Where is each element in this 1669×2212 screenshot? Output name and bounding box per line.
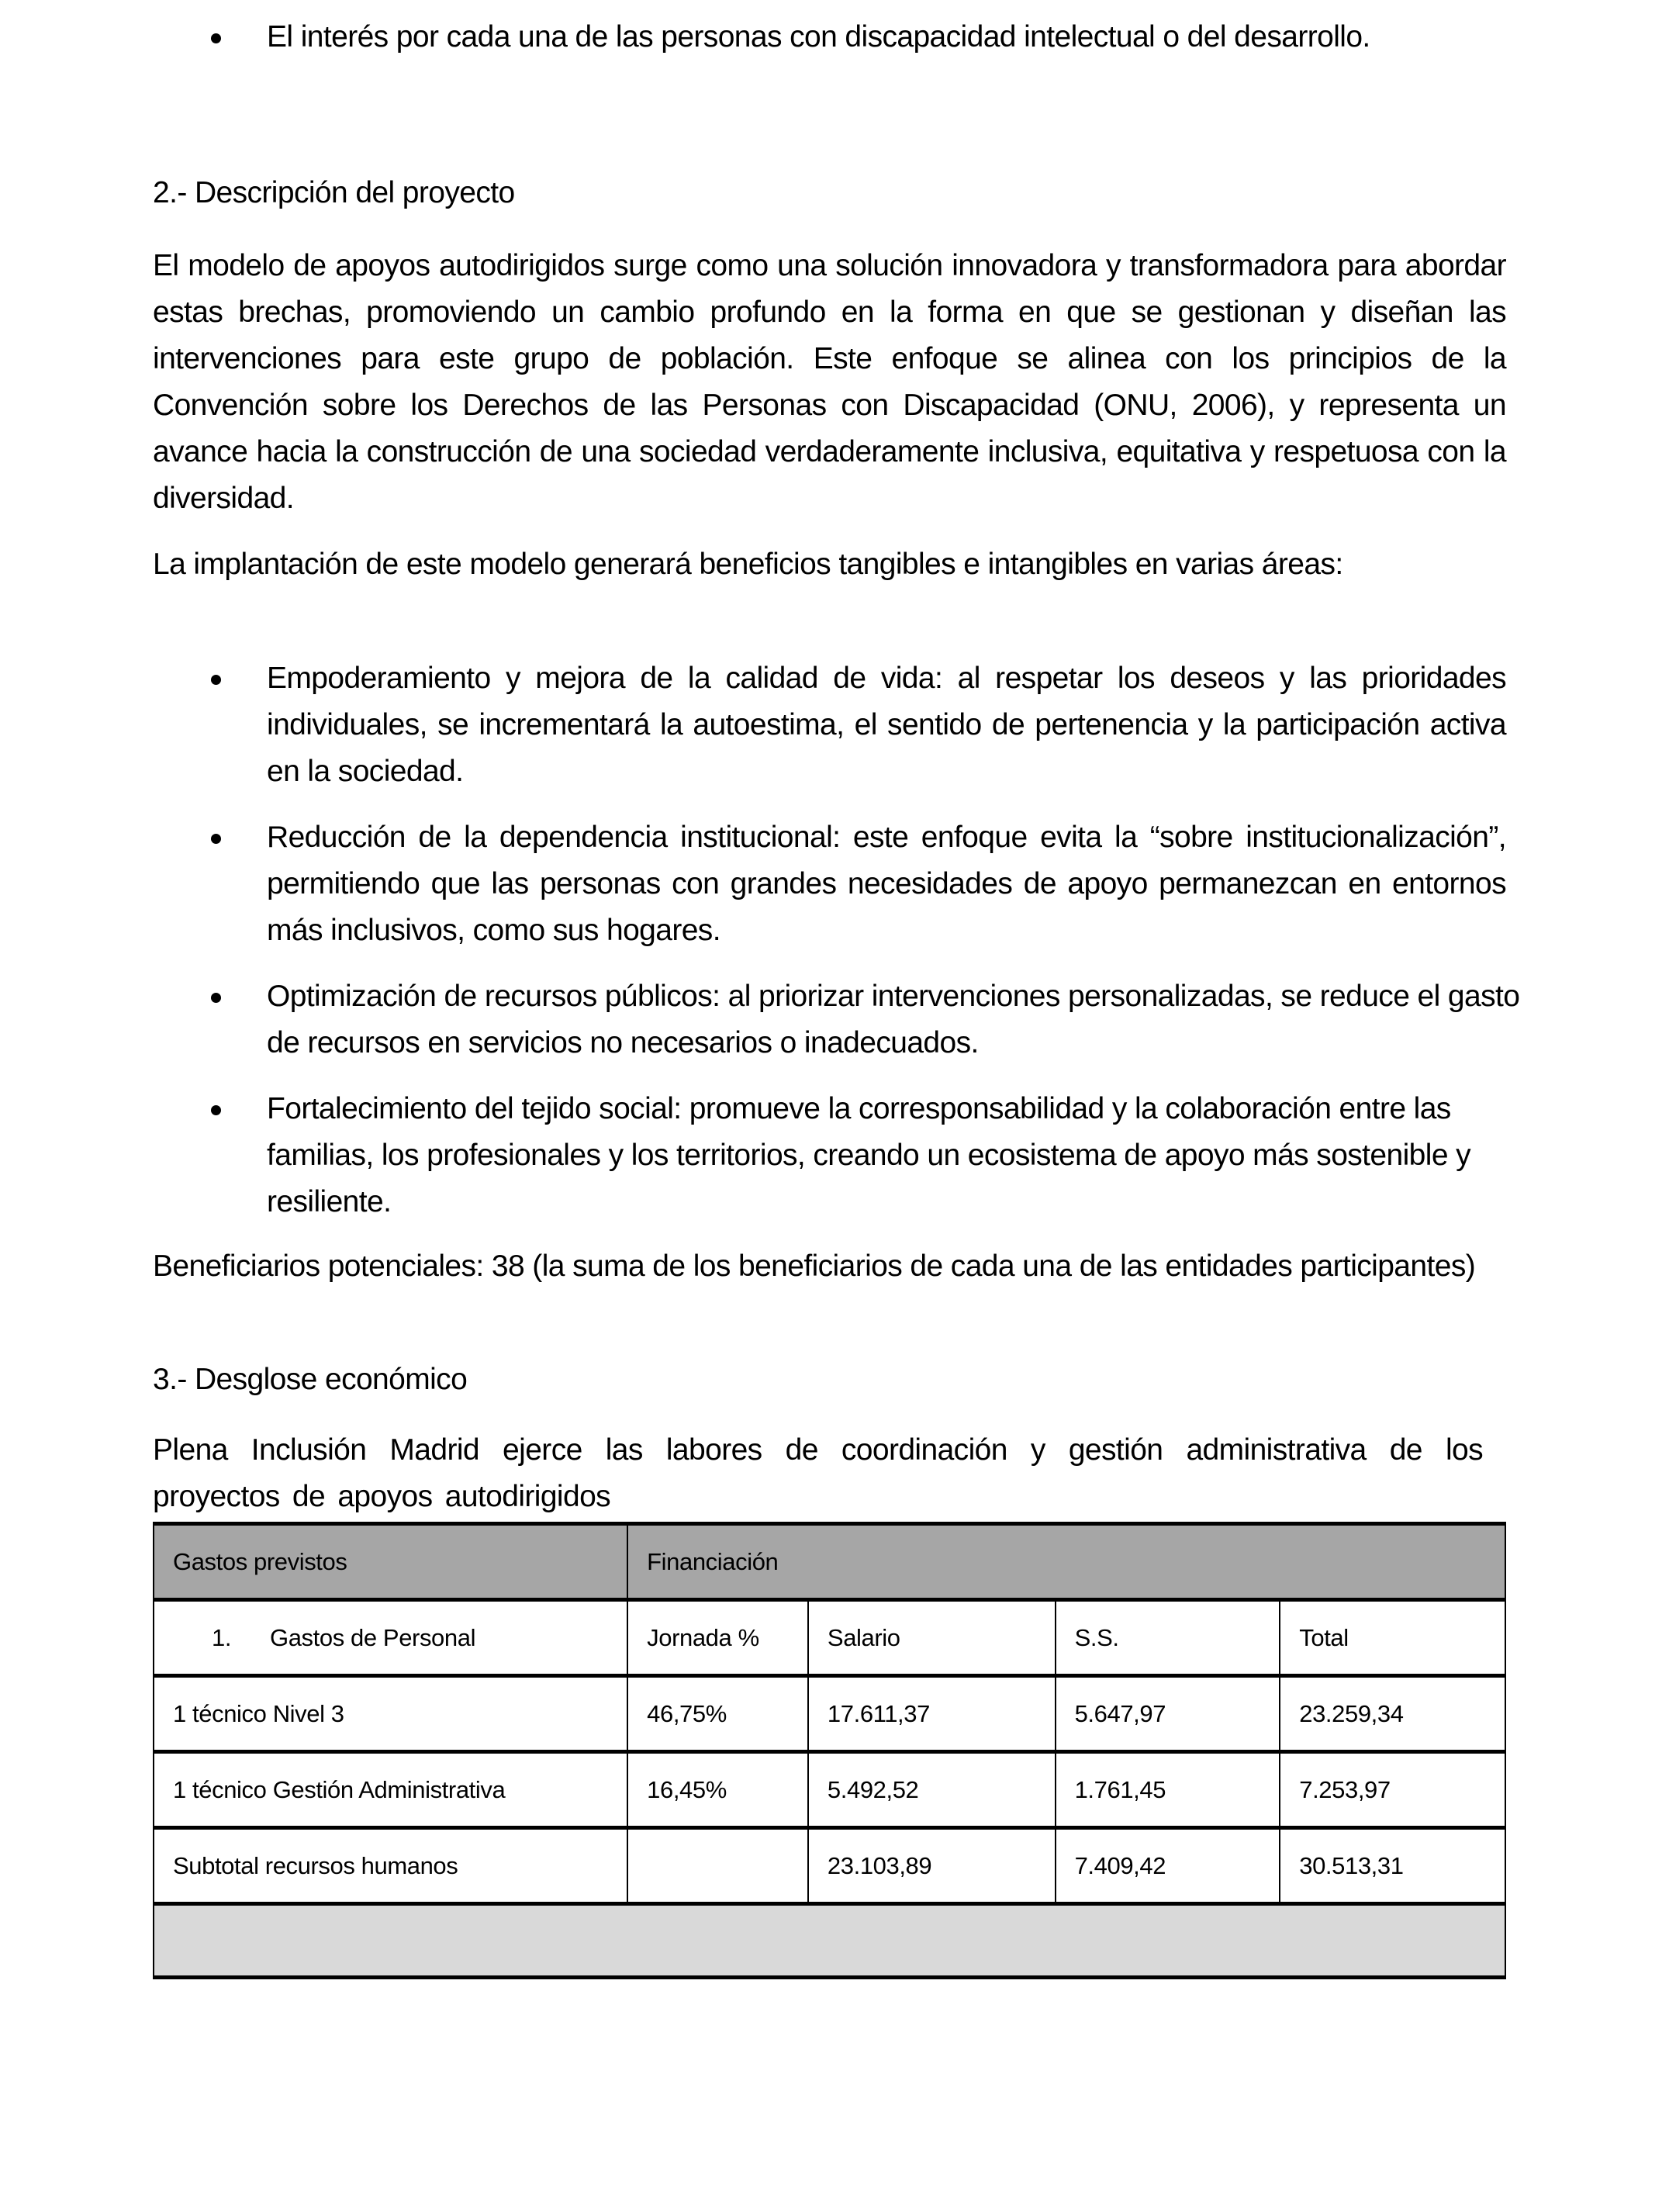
- budget-table: [153, 1522, 1506, 1979]
- intro-bullet-text: El interés por cada una de las personas con discapacidad intelectual o del desarrollo.: [267, 20, 1370, 54]
- cell-total: 7.253,97: [1280, 1752, 1505, 1828]
- benefit-text: Fortalecimiento del tejido social: promueve la corresponsabilidad y la colaboración entre las familias, los profesionales y los territorios, creando un ecosistema de apoyo más sostenible y resiliente.: [267, 1092, 1471, 1218]
- cell-jornada: [627, 1828, 808, 1904]
- benefit-text: Optimización de recursos públicos: al priorizar intervenciones personalizadas, se reduce el gasto de recursos en servicios no necesarios o inadecuados.: [267, 980, 1520, 1059]
- cell-concept: 1 técnico Gestión Administrativa: [154, 1752, 627, 1828]
- subheader-gastos-personal: [154, 1600, 627, 1676]
- cell-salario: 17.611,37: [808, 1676, 1056, 1752]
- beneficiaries-text: Beneficiarios potenciales: 38 (la suma de los beneficiarios de cada una de las entidades participantes): [153, 1249, 1476, 1283]
- cell-salario: 5.492,52: [808, 1752, 1056, 1828]
- bullet-icon: [211, 993, 221, 1003]
- cell-ss: 7.409,42: [1056, 1828, 1280, 1904]
- subheader-ss: S.S.: [1056, 1600, 1280, 1676]
- subheader-label: Gastos de Personal: [270, 1623, 476, 1651]
- benefit-text: Empoderamiento y mejora de la calidad de vida: al respetar los deseos y las prioridades individuales, se incrementará la autoestima, el sentido de pertenencia y la participación activa en la sociedad.: [267, 662, 1506, 788]
- table-subheader-row: [154, 1600, 1505, 1676]
- header-gastos-previstos: Gastos previstos: [154, 1524, 627, 1600]
- table-row-subtotal: [154, 1828, 1505, 1904]
- bullet-icon: [211, 834, 221, 844]
- footer-empty-cell: [154, 1904, 1505, 1978]
- bullet-icon: [211, 33, 221, 43]
- section-2-paragraph-1: El modelo de apoyos autodirigidos surge como una solución innovadora y transformadora para abordar estas brechas, promoviendo un cambio profundo en la forma en que se gestionan y diseñan las intervenciones para este grupo de población. Este enfoque se alinea con los principios de la Convención sobre los Derechos de las Personas con Discapacidad (ONU, 2006), y representa un avance hacia la construcción de una sociedad verdaderamente inclusiva, equitativa y respetuosa con la diversidad.: [153, 249, 1506, 515]
- section-2-heading: 2.- Descripción del proyecto: [153, 176, 515, 209]
- section-3-heading: 3.- Desglose económico: [153, 1363, 468, 1396]
- bullet-icon: [211, 675, 221, 685]
- cell-jornada: 46,75%: [627, 1676, 808, 1752]
- cell-ss: 1.761,45: [1056, 1752, 1280, 1828]
- section-3-paragraph: Plena Inclusión Madrid ejerce las labores de coordinación y gestión administrativa de los proyectos de apoyos autodirigidos: [153, 1433, 1483, 1513]
- cell-ss: 5.647,97: [1056, 1676, 1280, 1752]
- list-number: 1.: [212, 1623, 232, 1651]
- table-header-row: [154, 1524, 1505, 1600]
- cell-total: 23.259,34: [1280, 1676, 1505, 1752]
- subheader-total: Total: [1280, 1600, 1505, 1676]
- cell-total: 30.513,31: [1280, 1828, 1505, 1904]
- benefit-text: Reducción de la dependencia institucional: este enfoque evita la “sobre institucionalización”, permitiendo que las personas con grandes necesidades de apoyo permanezcan en entornos más inclusivos, como sus hogares.: [267, 821, 1506, 947]
- table-footer-row: [154, 1904, 1505, 1978]
- cell-concept: 1 técnico Nivel 3: [154, 1676, 627, 1752]
- header-financiacion: Financiación: [627, 1524, 1505, 1600]
- table-row: [154, 1676, 1505, 1752]
- section-2-paragraph-2: La implantación de este modelo generará beneficios tangibles e intangibles en varias áreas:: [153, 548, 1343, 581]
- cell-jornada: 16,45%: [627, 1752, 808, 1828]
- cell-concept: Subtotal recursos humanos: [154, 1828, 627, 1904]
- table-row: [154, 1752, 1505, 1828]
- subheader-salario: Salario: [808, 1600, 1056, 1676]
- bullet-icon: [211, 1105, 221, 1115]
- cell-salario: 23.103,89: [808, 1828, 1056, 1904]
- subheader-jornada: Jornada %: [627, 1600, 808, 1676]
